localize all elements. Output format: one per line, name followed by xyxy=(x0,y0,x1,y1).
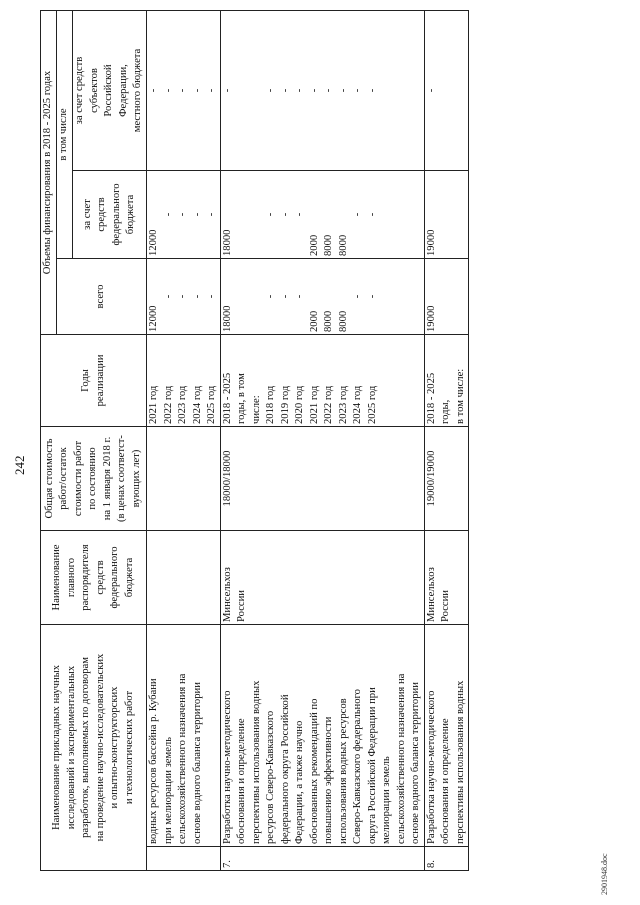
year-cell: 2024 год xyxy=(191,385,203,424)
row-cost: 19000/19000 xyxy=(424,427,469,531)
value-cell: - xyxy=(308,88,320,93)
value-cell: - xyxy=(162,294,174,299)
value-cell: - xyxy=(265,212,276,217)
value-cell xyxy=(250,173,265,256)
value-cell: - xyxy=(162,212,174,217)
value-cell: 8000 xyxy=(323,234,334,256)
value-cell xyxy=(250,13,265,168)
year-cell: 2020 год xyxy=(294,385,305,424)
value-cell: - xyxy=(206,294,217,299)
value-cell: - xyxy=(294,212,305,217)
row-name: Разработка научно-методического обоснования и определение перспективы использования водных ресурсов Северо-Кавказского федерального округа Российской Федерации, а также научно обоснованных рекомендаций по повышению эффективности использования водных ресурсов Северо-Кавказского федерального округа Российской Федерации при мелиорации земель сельскохозяйственного назначения на основе водного баланса территории xyxy=(220,625,424,847)
value-cell: - xyxy=(352,212,363,217)
year-cell: 2025 год xyxy=(366,385,378,424)
value-cell: - xyxy=(206,88,217,93)
year-cell: 2023 год xyxy=(337,385,349,424)
value-cell: - xyxy=(352,88,363,93)
value-cell: - xyxy=(191,294,203,299)
value-cell: - xyxy=(337,88,349,93)
row-years xyxy=(220,335,424,427)
header-cost: Общая стоимость работ/остаток стоимости работ по состоянию на 1 января 2018 г. (в ценах соответст- вующих лет) xyxy=(41,427,147,531)
row-regional xyxy=(147,11,221,171)
page-number: 242 xyxy=(12,455,27,475)
value-cell: 8000 xyxy=(337,234,349,256)
value-cell: - xyxy=(206,212,217,217)
row-number xyxy=(147,847,221,871)
row-years xyxy=(147,335,221,427)
row-years xyxy=(424,335,469,427)
year-cell: 2021 год xyxy=(308,385,320,424)
table-row-8 xyxy=(424,11,469,871)
value-cell: - xyxy=(177,212,188,217)
value-cell: - xyxy=(366,212,378,217)
row-name: водных ресурсов бассейна р. Кубани при мелиорации земель сельскохозяйственного назначения на основе водного баланса территории xyxy=(147,625,221,847)
value-cell: - xyxy=(221,88,233,93)
value-cell: 12000 xyxy=(148,305,159,332)
row-total xyxy=(424,259,469,335)
header-years: Годы реализации xyxy=(41,335,147,427)
year-cell: 2022 год xyxy=(162,385,174,424)
header-total: всего xyxy=(57,259,147,335)
value-cell: - xyxy=(352,294,363,299)
value-cell: 18000 xyxy=(221,305,233,332)
header-volumes: Объемы финансирования в 2018 - 2025 годах xyxy=(41,11,57,335)
row-cost: 18000/18000 xyxy=(220,427,424,531)
table-container xyxy=(40,11,630,871)
value-cell: - xyxy=(177,88,188,93)
year-cell: 2018 год xyxy=(265,385,276,424)
row-total xyxy=(147,259,221,335)
row-federal xyxy=(424,171,469,259)
value-cell: 19000 xyxy=(425,305,437,332)
table-row-7 xyxy=(220,11,424,871)
value-cell: 2000 xyxy=(308,310,320,332)
row-total xyxy=(220,259,424,335)
value-cell: - xyxy=(279,294,291,299)
row-manager xyxy=(147,531,221,625)
header-regional: за счет средств субъектов Российской Федерации, местного бюджета xyxy=(73,11,147,171)
row-regional xyxy=(220,11,424,171)
value-cell: - xyxy=(279,88,291,93)
year-cell: 2018 - 2025 годы, в том числе: xyxy=(221,372,262,424)
value-cell: - xyxy=(294,294,305,299)
row-regional xyxy=(424,11,469,171)
year-cell: 2022 год xyxy=(323,385,334,424)
value-cell: 8000 xyxy=(323,310,334,332)
value-cell: - xyxy=(323,88,334,93)
value-cell: 8000 xyxy=(337,310,349,332)
row-number: 7. xyxy=(220,847,424,871)
year-cell: 2019 год xyxy=(279,385,291,424)
value-cell: - xyxy=(294,88,305,93)
row-name: Разработка научно-методического обоснования и определение перспективы использования водных xyxy=(424,625,469,847)
value-cell: - xyxy=(162,88,174,93)
value-cell: - xyxy=(366,294,378,299)
year-cell: 2018 - 2025 годы, в том числе: xyxy=(425,368,466,424)
value-cell: 12000 xyxy=(148,229,159,256)
year-cell: 2024 год xyxy=(352,385,363,424)
header-federal: за счет средств федерального бюджета xyxy=(73,171,147,259)
row-manager: Минсельхоз России xyxy=(424,531,469,625)
value-cell: 2000 xyxy=(308,234,320,256)
value-cell: 19000 xyxy=(425,229,437,256)
value-cell: - xyxy=(177,294,188,299)
year-cell: 2021 год xyxy=(148,385,159,424)
row-manager: Минсельхоз России xyxy=(220,531,424,625)
row-federal xyxy=(147,171,221,259)
header-name: Наименование прикладных научных исследований и экспериментальных разработок, выполняемых по договорам на проведение научно-исследовательских и опытно-конструкторских и технологических работ xyxy=(41,625,147,871)
value-cell: - xyxy=(148,88,159,93)
value-cell: - xyxy=(279,212,291,217)
value-cell: - xyxy=(265,88,276,93)
value-cell: - xyxy=(265,294,276,299)
year-cell: 2023 год xyxy=(177,385,188,424)
footer-code: 2901948.doc xyxy=(600,853,609,895)
row-number: 8. xyxy=(424,847,469,871)
funding-table xyxy=(40,10,469,871)
value-cell xyxy=(235,261,250,332)
table-row-continuation xyxy=(147,11,221,871)
value-cell: - xyxy=(366,88,378,93)
value-cell: - xyxy=(191,88,203,93)
header-incl: в том числе xyxy=(57,11,73,259)
value-cell: - xyxy=(191,212,203,217)
value-cell xyxy=(250,261,265,332)
row-cost xyxy=(147,427,221,531)
value-cell xyxy=(235,13,250,168)
header-manager: Наименование главного распорядителя средств федерального бюджета xyxy=(41,531,147,625)
year-cell: 2025 год xyxy=(206,385,217,424)
value-cell: - xyxy=(425,88,437,93)
row-federal xyxy=(220,171,424,259)
value-cell xyxy=(235,173,250,256)
value-cell: 18000 xyxy=(221,229,233,256)
